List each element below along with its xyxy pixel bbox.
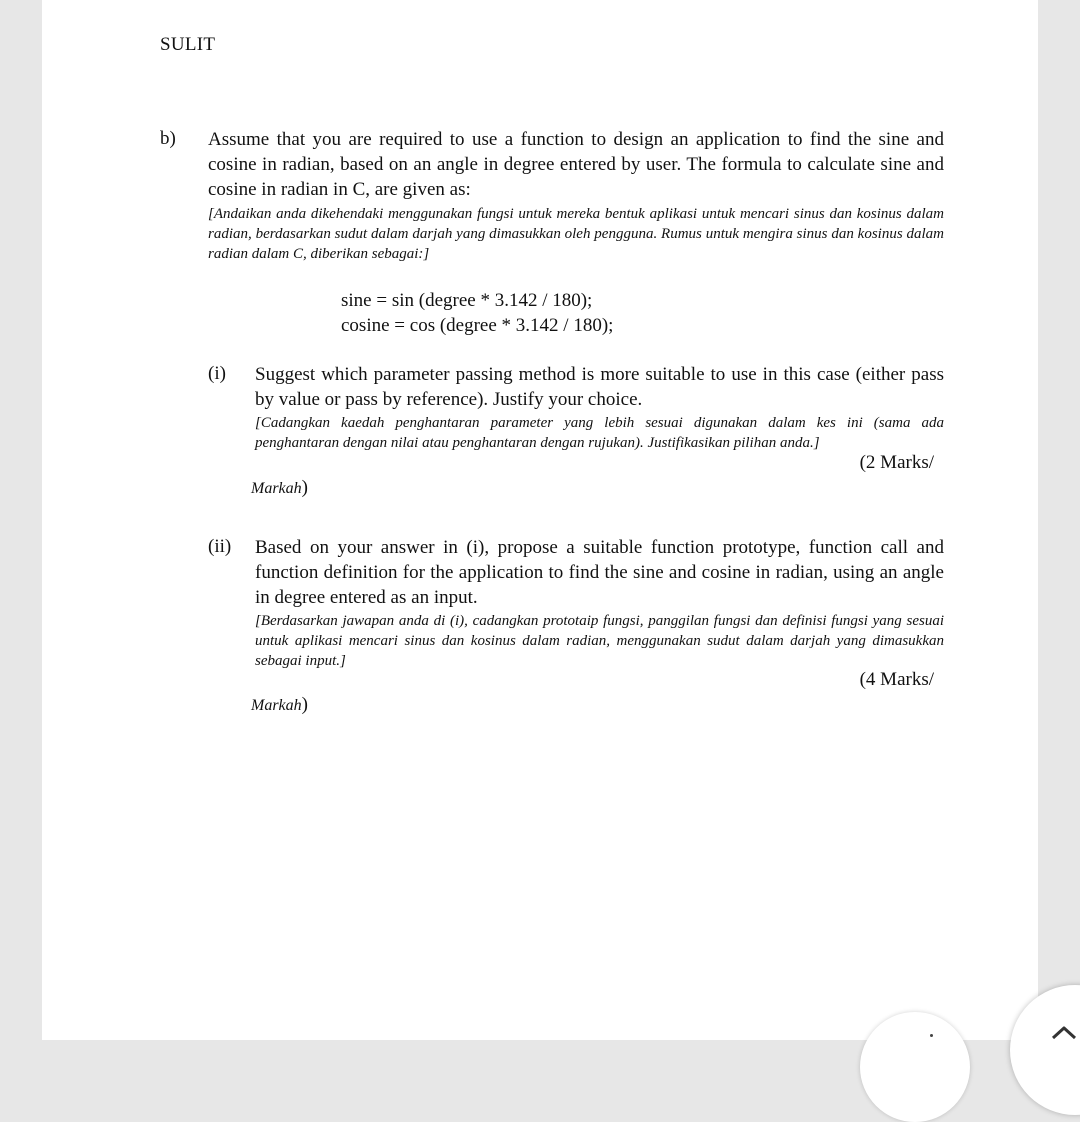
question-label: b) (160, 128, 176, 149)
question-body (208, 127, 944, 264)
question-malay-text: [Andaikan anda dikehendaki menggunakan fungsi untuk mereka bentuk aplikasi untuk mencari sinus dan kosinus dalam radian, berdasarkan sudut dalam darjah yang dimasukkan oleh pengguna. Rumus untuk mengira sinus dan kosinus dalam radian dalam C, diberikan sebagai:] (208, 206, 944, 262)
formula-block (341, 288, 613, 338)
part-i-markah (251, 477, 308, 499)
part-ii-markah-close: ) (301, 694, 308, 715)
part-i-english-text: Suggest which parameter passing method is more suitable to use in this case (either pass by value or pass by reference). Justify your choice. (255, 364, 944, 410)
part-i-markah-close: ) (301, 477, 308, 498)
part-ii-markah (251, 694, 308, 716)
part-ii-english-text: Based on your answer in (i), propose a suitable function prototype, function call and function definition for the application to find the sine and cosine in radian, using an angle in degree entered as an input. (255, 537, 944, 608)
part-ii-marks: (4 Marks/ (859, 669, 934, 690)
formula-cosine: cosine = cos (degree * 3.142 / 180); (341, 315, 614, 336)
part-ii-malay-text: [Berdasarkan jawapan anda di (i), cadangkan prototaip fungsi, panggilan fungsi dan definisi fungsi yang sesuai untuk aplikasi mencari sinus dan kosinus dalam radian, menggunakan sudut dalam darjah yang dimasukkan sebagai input.] (255, 613, 944, 669)
page-header: SULIT (160, 34, 216, 55)
part-ii-markah-word: Markah (251, 697, 302, 714)
chevron-up-icon (1050, 1024, 1078, 1040)
part-i-marks: (2 Marks/ (859, 452, 934, 473)
part-i-markah-word: Markah (251, 480, 302, 497)
part-i-label: (i) (208, 363, 226, 384)
formula-sine: sine = sin (degree * 3.142 / 180); (341, 290, 593, 311)
part-i-body (255, 362, 944, 453)
part-ii-body (255, 535, 944, 671)
part-ii-label: (ii) (208, 536, 232, 557)
question-english-text: Assume that you are required to use a function to design an application to find the sine and cosine in radian, based on an angle in degree entered by user. The formula to calculate sine and cosine in radian in C, are given as: (208, 129, 944, 200)
part-i-malay-text: [Cadangkan kaedah penghantaran parameter yang lebih sesuai digunakan dalam kes ini (sama ada penghantaran dengan nilai atau penghantaran dengan rujukan). Justifikasikan pilihan anda.] (255, 415, 944, 451)
floating-action-button-secondary[interactable] (860, 1012, 970, 1122)
document-page[interactable] (42, 0, 1038, 1040)
more-dot-icon (930, 1034, 933, 1037)
